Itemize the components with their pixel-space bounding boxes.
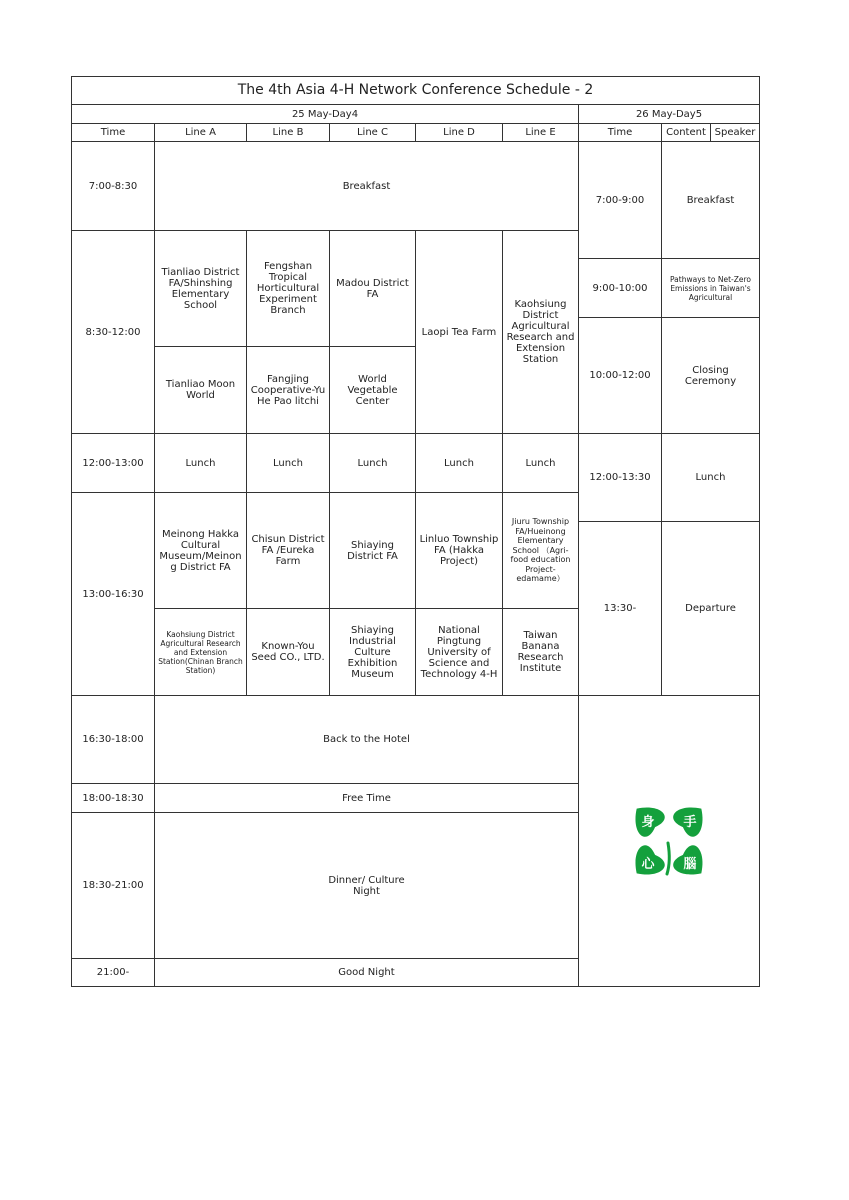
day5-time-lunch: 12:00-13:30 xyxy=(578,433,662,522)
back-to-hotel: Back to the Hotel xyxy=(154,695,579,784)
afternoon-line-e-1: Jiuru Township FA/Hueinong Elementary School （Agri-food education Project-edamame） xyxy=(502,492,579,609)
afternoon-line-a-1: Meinong Hakka Cultural Museum/Meinong District FA xyxy=(154,492,247,609)
day4-header: 25 May-Day4 xyxy=(71,104,579,124)
afternoon-line-c-2: Shiaying Industrial Culture Exhibition Museum xyxy=(329,608,416,696)
day5-time-talk: 9:00-10:00 xyxy=(578,258,662,318)
time-hotel: 16:30-18:00 xyxy=(71,695,155,784)
lunch-line-e: Lunch xyxy=(502,433,579,493)
morning-line-a-2: Tianliao Moon World xyxy=(154,346,247,434)
lunch-line-b: Lunch xyxy=(246,433,330,493)
afternoon-line-d-2: National Pingtung University of Science and Technology 4-H xyxy=(415,608,503,696)
afternoon-line-e-2: Taiwan Banana Research Institute xyxy=(502,608,579,696)
col-time-day5: Time xyxy=(578,123,662,142)
time-night: 21:00- xyxy=(71,958,155,987)
breakfast-day4: Breakfast xyxy=(154,141,579,231)
clover-char-hand: 手 xyxy=(683,815,697,830)
time-dinner: 18:30-21:00 xyxy=(71,812,155,959)
day5-talk: Pathways to Net-Zero Emissions in Taiwan's Agricultural xyxy=(661,258,760,318)
morning-line-e: Kaohsiung District Agricultural Research and Extension Station xyxy=(502,230,579,434)
afternoon-line-a-2: Kaohsiung District Agricultural Research and Extension Station(Chinan Branch Station) xyxy=(154,608,247,696)
day5-closing: Closing Ceremony xyxy=(661,317,760,434)
good-night: Good Night xyxy=(154,958,579,987)
morning-line-b-1: Fengshan Tropical Horticultural Experiment Branch xyxy=(246,230,330,347)
clover-char-heart: 心 xyxy=(641,857,655,872)
col-line-b: Line B xyxy=(246,123,330,142)
morning-line-a-1: Tianliao District FA/Shinshing Elementary School xyxy=(154,230,247,347)
time-breakfast: 7:00-8:30 xyxy=(71,141,155,231)
day5-time-breakfast: 7:00-9:00 xyxy=(578,141,662,259)
lunch-line-a: Lunch xyxy=(154,433,247,493)
col-line-e: Line E xyxy=(502,123,579,142)
morning-line-c-1: Madou District FA xyxy=(329,230,416,347)
logo-area xyxy=(578,695,760,987)
col-line-a: Line A xyxy=(154,123,247,142)
day5-header: 26 May-Day5 xyxy=(578,104,760,124)
afternoon-line-d-1: Linluo Township FA (Hakka Project) xyxy=(415,492,503,609)
schedule-table xyxy=(71,76,760,987)
day5-time-departure: 13:30- xyxy=(578,521,662,696)
afternoon-line-b-1: Chisun District FA /Eureka Farm xyxy=(246,492,330,609)
day5-lunch: Lunch xyxy=(661,433,760,522)
morning-line-b-2: Fangjing Cooperative-Yu He Pao litchi xyxy=(246,346,330,434)
day5-breakfast: Breakfast xyxy=(661,141,760,259)
time-lunch: 12:00-13:00 xyxy=(71,433,155,493)
free-time: Free Time xyxy=(154,783,579,813)
day5-departure: Departure xyxy=(661,521,760,696)
col-line-c: Line C xyxy=(329,123,416,142)
day5-time-closing: 10:00-12:00 xyxy=(578,317,662,434)
col-speaker: Speaker xyxy=(710,123,760,142)
clover-char-head: 腦 xyxy=(683,857,697,872)
page-title: The 4th Asia 4-H Network Conference Schedule - 2 xyxy=(71,76,760,105)
lunch-line-d: Lunch xyxy=(415,433,503,493)
lunch-line-c: Lunch xyxy=(329,433,416,493)
clover-char-body: 身 xyxy=(641,815,655,830)
time-afternoon: 13:00-16:30 xyxy=(71,492,155,696)
four-h-clover-icon xyxy=(627,799,711,883)
time-morning: 8:30-12:00 xyxy=(71,230,155,434)
morning-line-d: Laopi Tea Farm xyxy=(415,230,503,434)
time-free: 18:00-18:30 xyxy=(71,783,155,813)
col-time-day4: Time xyxy=(71,123,155,142)
dinner-culture-night: Dinner/ Culture Night xyxy=(154,812,579,959)
afternoon-line-c-1: Shiaying District FA xyxy=(329,492,416,609)
col-content: Content xyxy=(661,123,711,142)
afternoon-line-b-2: Known-You Seed CO., LTD. xyxy=(246,608,330,696)
col-line-d: Line D xyxy=(415,123,503,142)
morning-line-c-2: World Vegetable Center xyxy=(329,346,416,434)
